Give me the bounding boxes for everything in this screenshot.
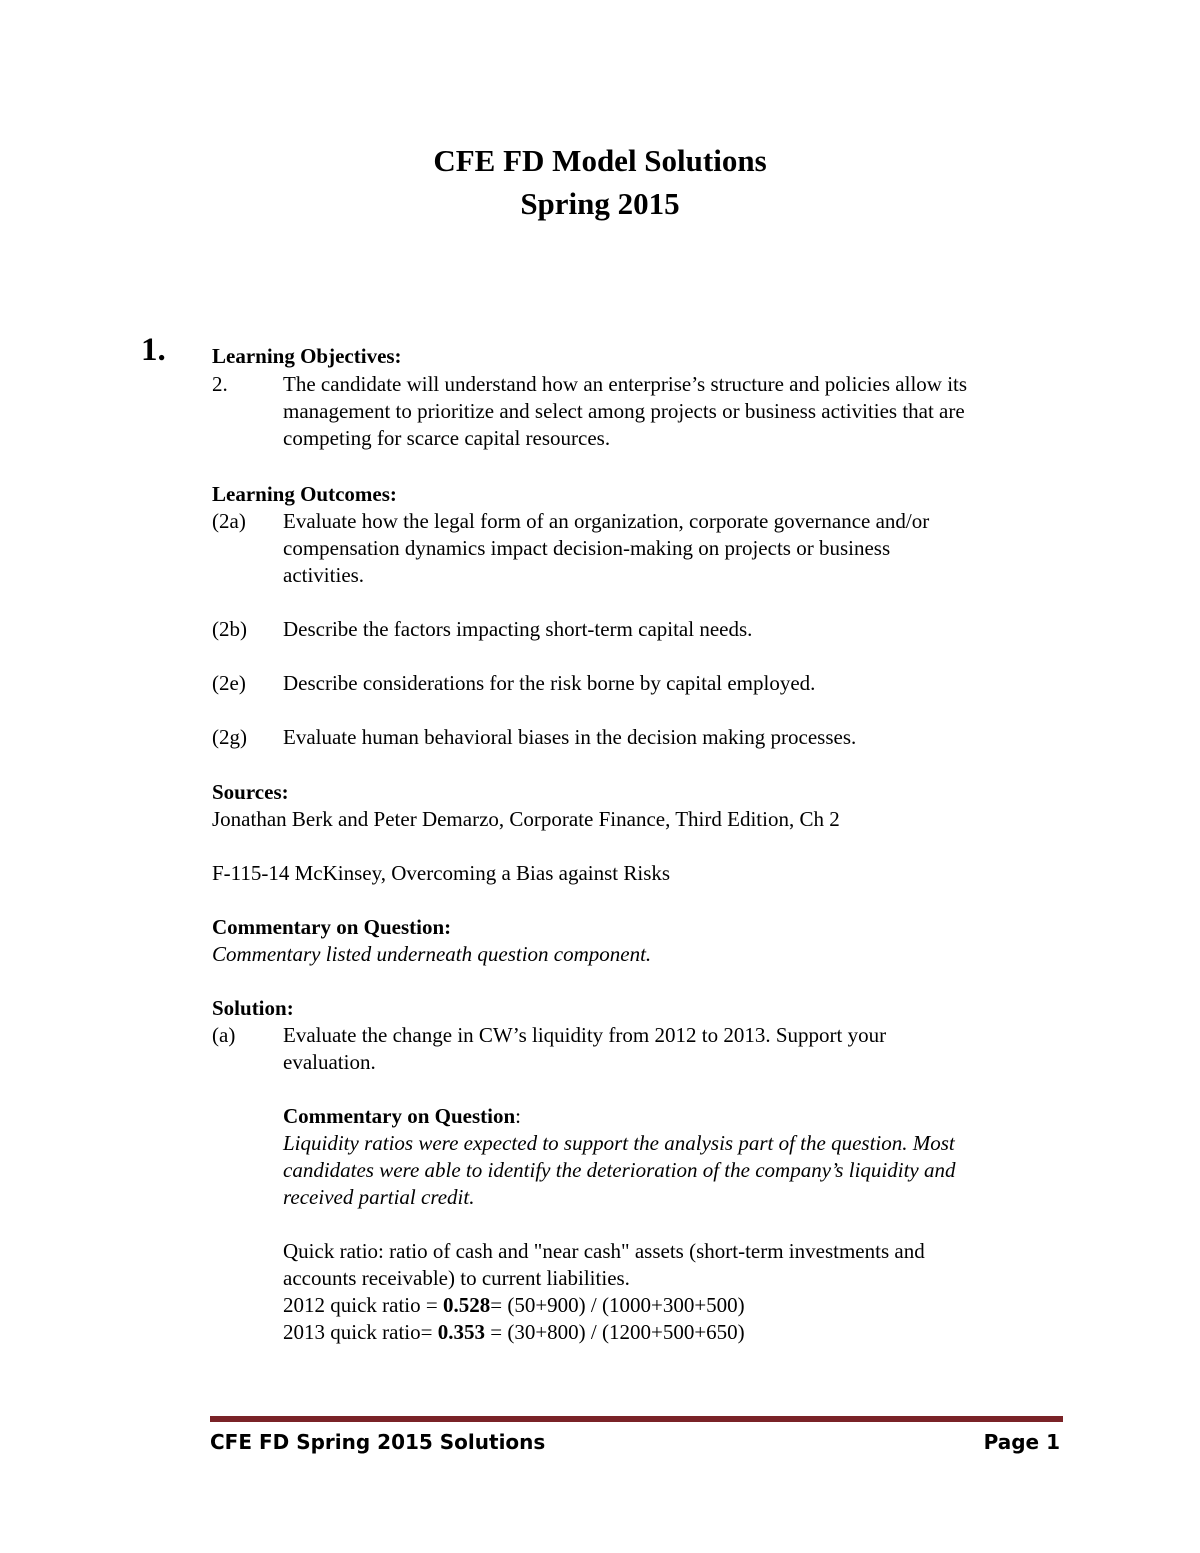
outcome-line: Describe the factors impacting short-term capital needs. <box>283 617 753 641</box>
part-commentary-line: candidates were able to identify the deterioration of the company’s liquidity and <box>283 1158 956 1182</box>
part-commentary-line: Liquidity ratios were expected to support the analysis part of the question. Most <box>283 1131 955 1155</box>
objective-number: 2. <box>212 372 228 396</box>
footer-title: CFE FD Spring 2015 Solutions <box>210 1430 546 1454</box>
solution-part-label: (a) <box>212 1023 236 1047</box>
outcome-code: (2e) <box>212 671 246 695</box>
quick-ratio-definition-line: Quick ratio: ratio of cash and "near cash" assets (short-term investments and <box>283 1239 925 1263</box>
page-number: Page 1 <box>983 1430 1060 1454</box>
outcome-code: (2a) <box>212 509 246 533</box>
objective-line: competing for scarce capital resources. <box>283 426 611 450</box>
outcome-code: (2g) <box>212 725 247 749</box>
sources-heading: Sources: <box>212 780 289 804</box>
outcome-line: Evaluate how the legal form of an organization, corporate governance and/or <box>283 509 930 533</box>
document-title: CFE FD Model Solutions <box>433 143 767 178</box>
solution-question-line: Evaluate the change in CW’s liquidity from 2012 to 2013. Support your <box>283 1023 887 1047</box>
outcome-line: compensation dynamics impact decision-making on projects or business <box>283 536 891 560</box>
quick-ratio-definition-line: accounts receivable) to current liabilities. <box>283 1266 630 1290</box>
outcome-line: Evaluate human behavioral biases in the decision making processes. <box>283 725 857 749</box>
outcome-code: (2b) <box>212 617 247 641</box>
source-item: Jonathan Berk and Peter Demarzo, Corporate Finance, Third Edition, Ch 2 <box>212 807 840 831</box>
outcome-line: Describe considerations for the risk borne by capital employed. <box>283 671 816 695</box>
document-subtitle: Spring 2015 <box>520 186 680 221</box>
learning-outcomes-heading: Learning Outcomes: <box>212 482 397 506</box>
footer-divider <box>210 1416 1063 1422</box>
quick-ratio-2012: 2012 quick ratio = 0.528= (50+900) / (1000+300+500) <box>283 1293 745 1317</box>
commentary-heading: Commentary on Question: <box>212 915 452 939</box>
commentary-text: Commentary listed underneath question component. <box>212 942 652 966</box>
learning-objectives-heading: Learning Objectives: <box>212 344 402 368</box>
objective-line: management to prioritize and select among projects or business activities that are <box>283 399 965 423</box>
question-number: 1. <box>141 332 166 368</box>
solution-question-line: evaluation. <box>283 1050 376 1074</box>
source-item: F-115-14 McKinsey, Overcoming a Bias against Risks <box>212 861 671 885</box>
part-commentary-line: received partial credit. <box>283 1185 475 1209</box>
objective-line: The candidate will understand how an enterprise’s structure and policies allow its <box>283 372 968 396</box>
outcome-line: activities. <box>283 563 365 587</box>
solution-heading: Solution: <box>212 996 294 1020</box>
quick-ratio-2013: 2013 quick ratio= 0.353 = (30+800) / (1200+500+650) <box>283 1320 745 1344</box>
part-commentary-heading: Commentary on Question: <box>283 1104 522 1128</box>
